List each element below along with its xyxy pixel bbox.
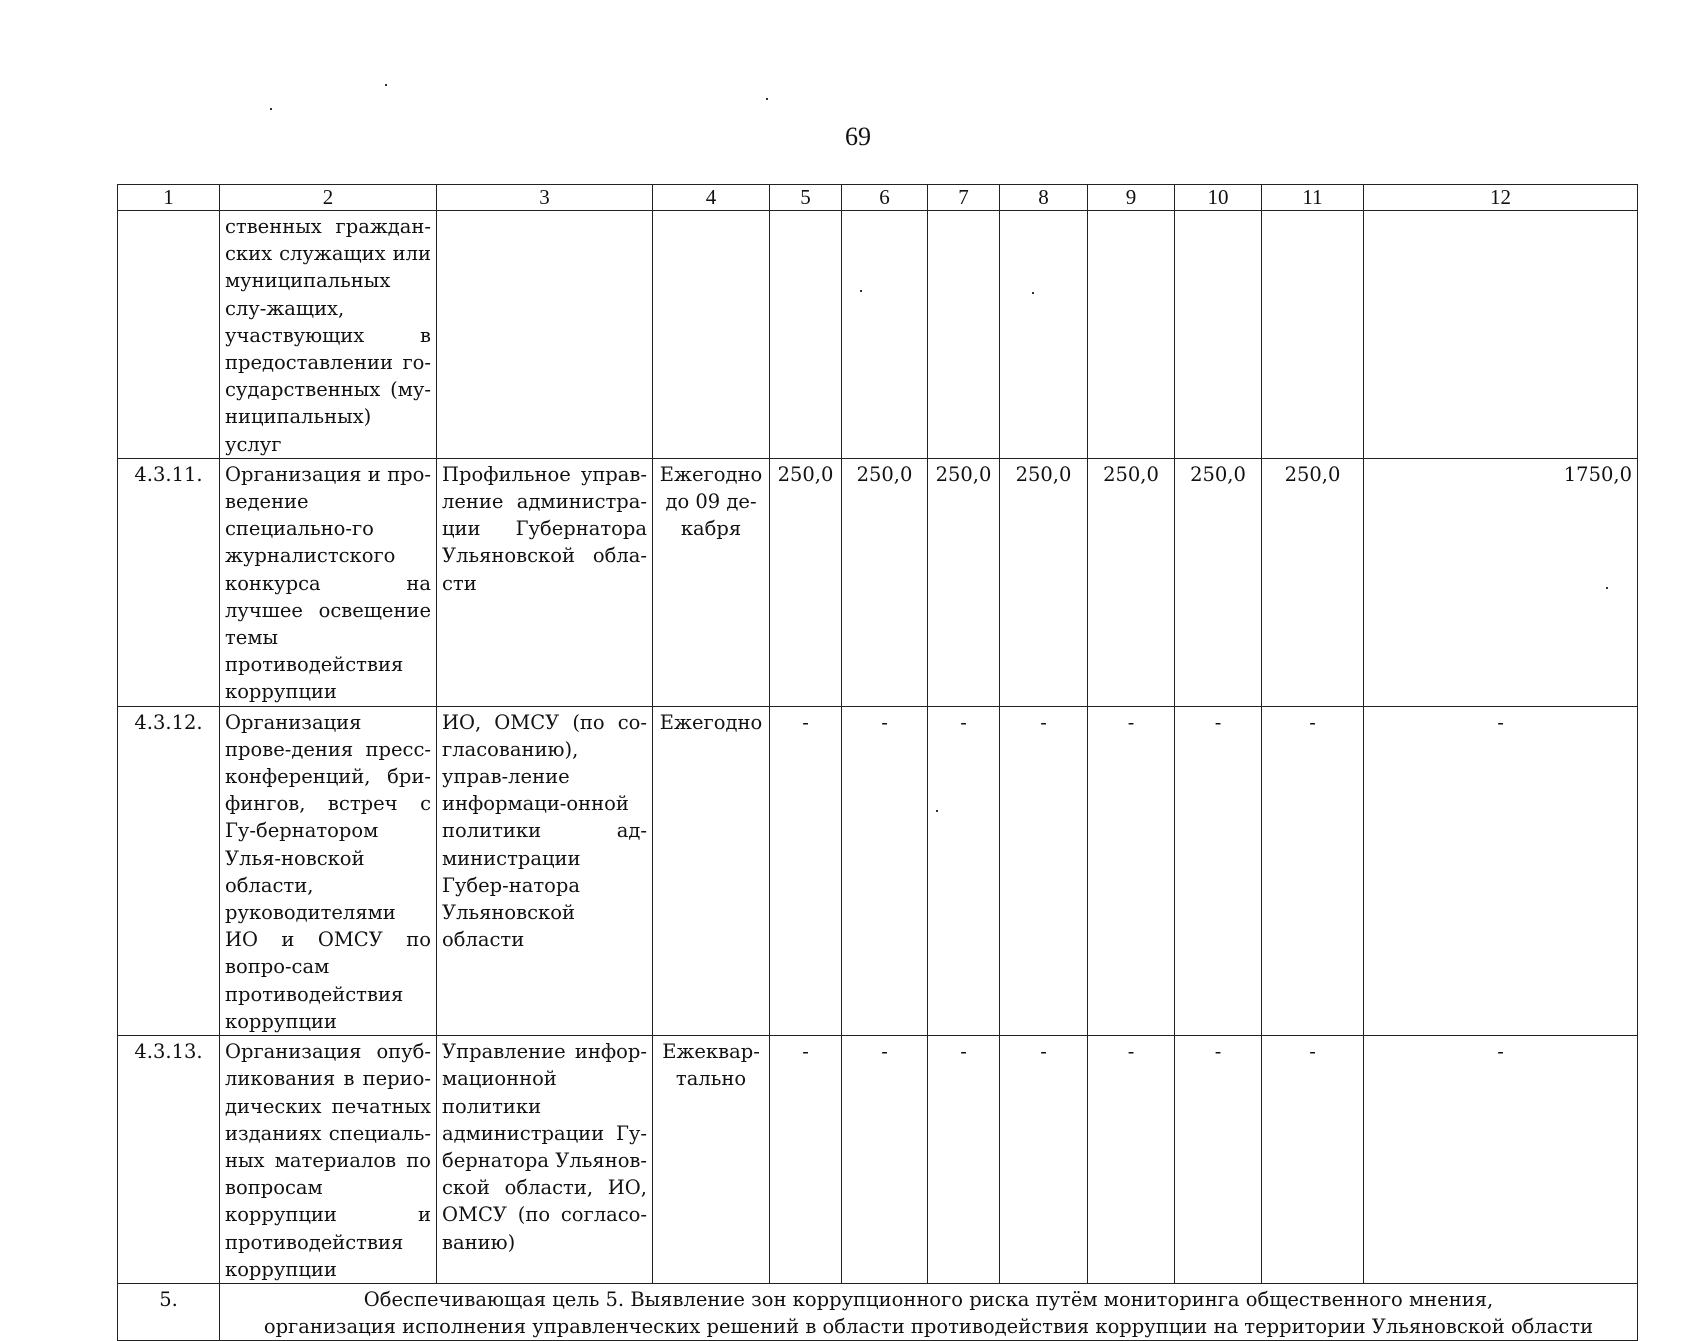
column-header: 9 bbox=[1088, 185, 1175, 211]
total-cell bbox=[1364, 211, 1638, 459]
executor-cell bbox=[437, 211, 653, 459]
measure-name-cell: ственных граждан-ских служащих или муниципальных слу-жащих, участвующих в предоставлении го-сударственных (му-ниципальных) услуг bbox=[220, 211, 437, 459]
term-cell: Ежегодно до 09 де-кабря bbox=[653, 458, 770, 706]
executor-cell: ИО, ОМСУ (по со-гласованию), управ-ление информаци-онной политики ад-министрации Губер-натора Ульяновской области bbox=[437, 706, 653, 1035]
term-cell: Ежегодно bbox=[653, 706, 770, 1035]
value-cell: 250,0 bbox=[770, 458, 842, 706]
value-cell: - bbox=[1175, 1036, 1262, 1284]
value-cell: - bbox=[1262, 706, 1364, 1035]
table-row bbox=[118, 458, 1638, 706]
column-header: 5 bbox=[770, 185, 842, 211]
value-cell bbox=[1088, 211, 1175, 459]
value-cell: - bbox=[1000, 706, 1088, 1035]
goal-line-2: организация исполнения управленческих решений в области противодействия коррупции на территории Ульяновской области bbox=[263, 1315, 1594, 1339]
column-header: 6 bbox=[842, 185, 928, 211]
goal-line-1: Обеспечивающая цель 5. Выявление зон коррупционного риска путём мониторинга общественного мнения, bbox=[363, 1287, 1494, 1311]
continuation-row bbox=[118, 211, 1638, 459]
value-cell: - bbox=[1088, 1036, 1175, 1284]
value-cell: - bbox=[1088, 706, 1175, 1035]
scan-speck bbox=[270, 108, 272, 110]
table-row bbox=[118, 706, 1638, 1035]
value-cell: 250,0 bbox=[1088, 458, 1175, 706]
column-number-row bbox=[118, 185, 1638, 211]
index-cell bbox=[118, 211, 220, 459]
table-row bbox=[118, 1036, 1638, 1284]
executor-cell: Профильное управ-ление администра-ции Губернатора Ульяновской обла-сти bbox=[437, 458, 653, 706]
measure-name-cell: Организация и про-ведение специально-го журналистского конкурса на лучшее освещение темы противодействия коррупции bbox=[220, 458, 437, 706]
goal-row bbox=[118, 1283, 1638, 1340]
value-cell bbox=[770, 211, 842, 459]
goal-text-cell bbox=[220, 1283, 1638, 1340]
value-cell: 250,0 bbox=[842, 458, 928, 706]
value-cell: - bbox=[1262, 1036, 1364, 1284]
value-cell: 250,0 bbox=[1175, 458, 1262, 706]
page-number: 69 bbox=[845, 122, 871, 151]
value-cell: - bbox=[842, 706, 928, 1035]
value-cell: 250,0 bbox=[1000, 458, 1088, 706]
column-header: 7 bbox=[928, 185, 1000, 211]
column-header: 12 bbox=[1364, 185, 1638, 211]
measure-name-cell: Организация прове-дения пресс-конференций, бри-фингов, встреч с Гу-бернатором Улья-новской области, руководителями ИО и ОМСУ по вопро-сам противодействия коррупции bbox=[220, 706, 437, 1035]
total-cell: - bbox=[1364, 1036, 1638, 1284]
value-cell: - bbox=[1000, 1036, 1088, 1284]
index-cell: 4.3.11. bbox=[118, 458, 220, 706]
scan-speck bbox=[766, 98, 768, 100]
value-cell bbox=[1175, 211, 1262, 459]
value-cell bbox=[928, 211, 1000, 459]
total-cell: 1750,0 bbox=[1364, 458, 1638, 706]
value-cell: 250,0 bbox=[1262, 458, 1364, 706]
value-cell bbox=[1000, 211, 1088, 459]
column-header: 1 bbox=[118, 185, 220, 211]
value-cell: - bbox=[928, 1036, 1000, 1284]
column-header: 4 bbox=[653, 185, 770, 211]
value-cell: 250,0 bbox=[928, 458, 1000, 706]
value-cell bbox=[1262, 211, 1364, 459]
column-header: 3 bbox=[437, 185, 653, 211]
value-cell: - bbox=[1175, 706, 1262, 1035]
measure-name-cell: Организация опуб-ликования в перио-дических печатных изданиях специаль-ных материалов по вопросам коррупции и противодействия коррупции bbox=[220, 1036, 437, 1284]
column-header: 10 bbox=[1175, 185, 1262, 211]
value-cell: - bbox=[770, 706, 842, 1035]
total-cell: - bbox=[1364, 706, 1638, 1035]
value-cell bbox=[842, 211, 928, 459]
column-header: 2 bbox=[220, 185, 437, 211]
measures-table bbox=[117, 184, 1638, 1341]
value-cell: - bbox=[770, 1036, 842, 1284]
goal-index-cell: 5. bbox=[118, 1283, 220, 1340]
column-header: 8 bbox=[1000, 185, 1088, 211]
term-cell: Ежеквар-тально bbox=[653, 1036, 770, 1284]
column-header: 11 bbox=[1262, 185, 1364, 211]
value-cell: - bbox=[928, 706, 1000, 1035]
executor-cell: Управление инфор-мационной политики администрации Гу-бернатора Ульянов-ской области, ИО, ОМСУ (по согласо-ванию) bbox=[437, 1036, 653, 1284]
scan-speck bbox=[385, 84, 387, 86]
value-cell: - bbox=[842, 1036, 928, 1284]
index-cell: 4.3.12. bbox=[118, 706, 220, 1035]
index-cell: 4.3.13. bbox=[118, 1036, 220, 1284]
term-cell bbox=[653, 211, 770, 459]
